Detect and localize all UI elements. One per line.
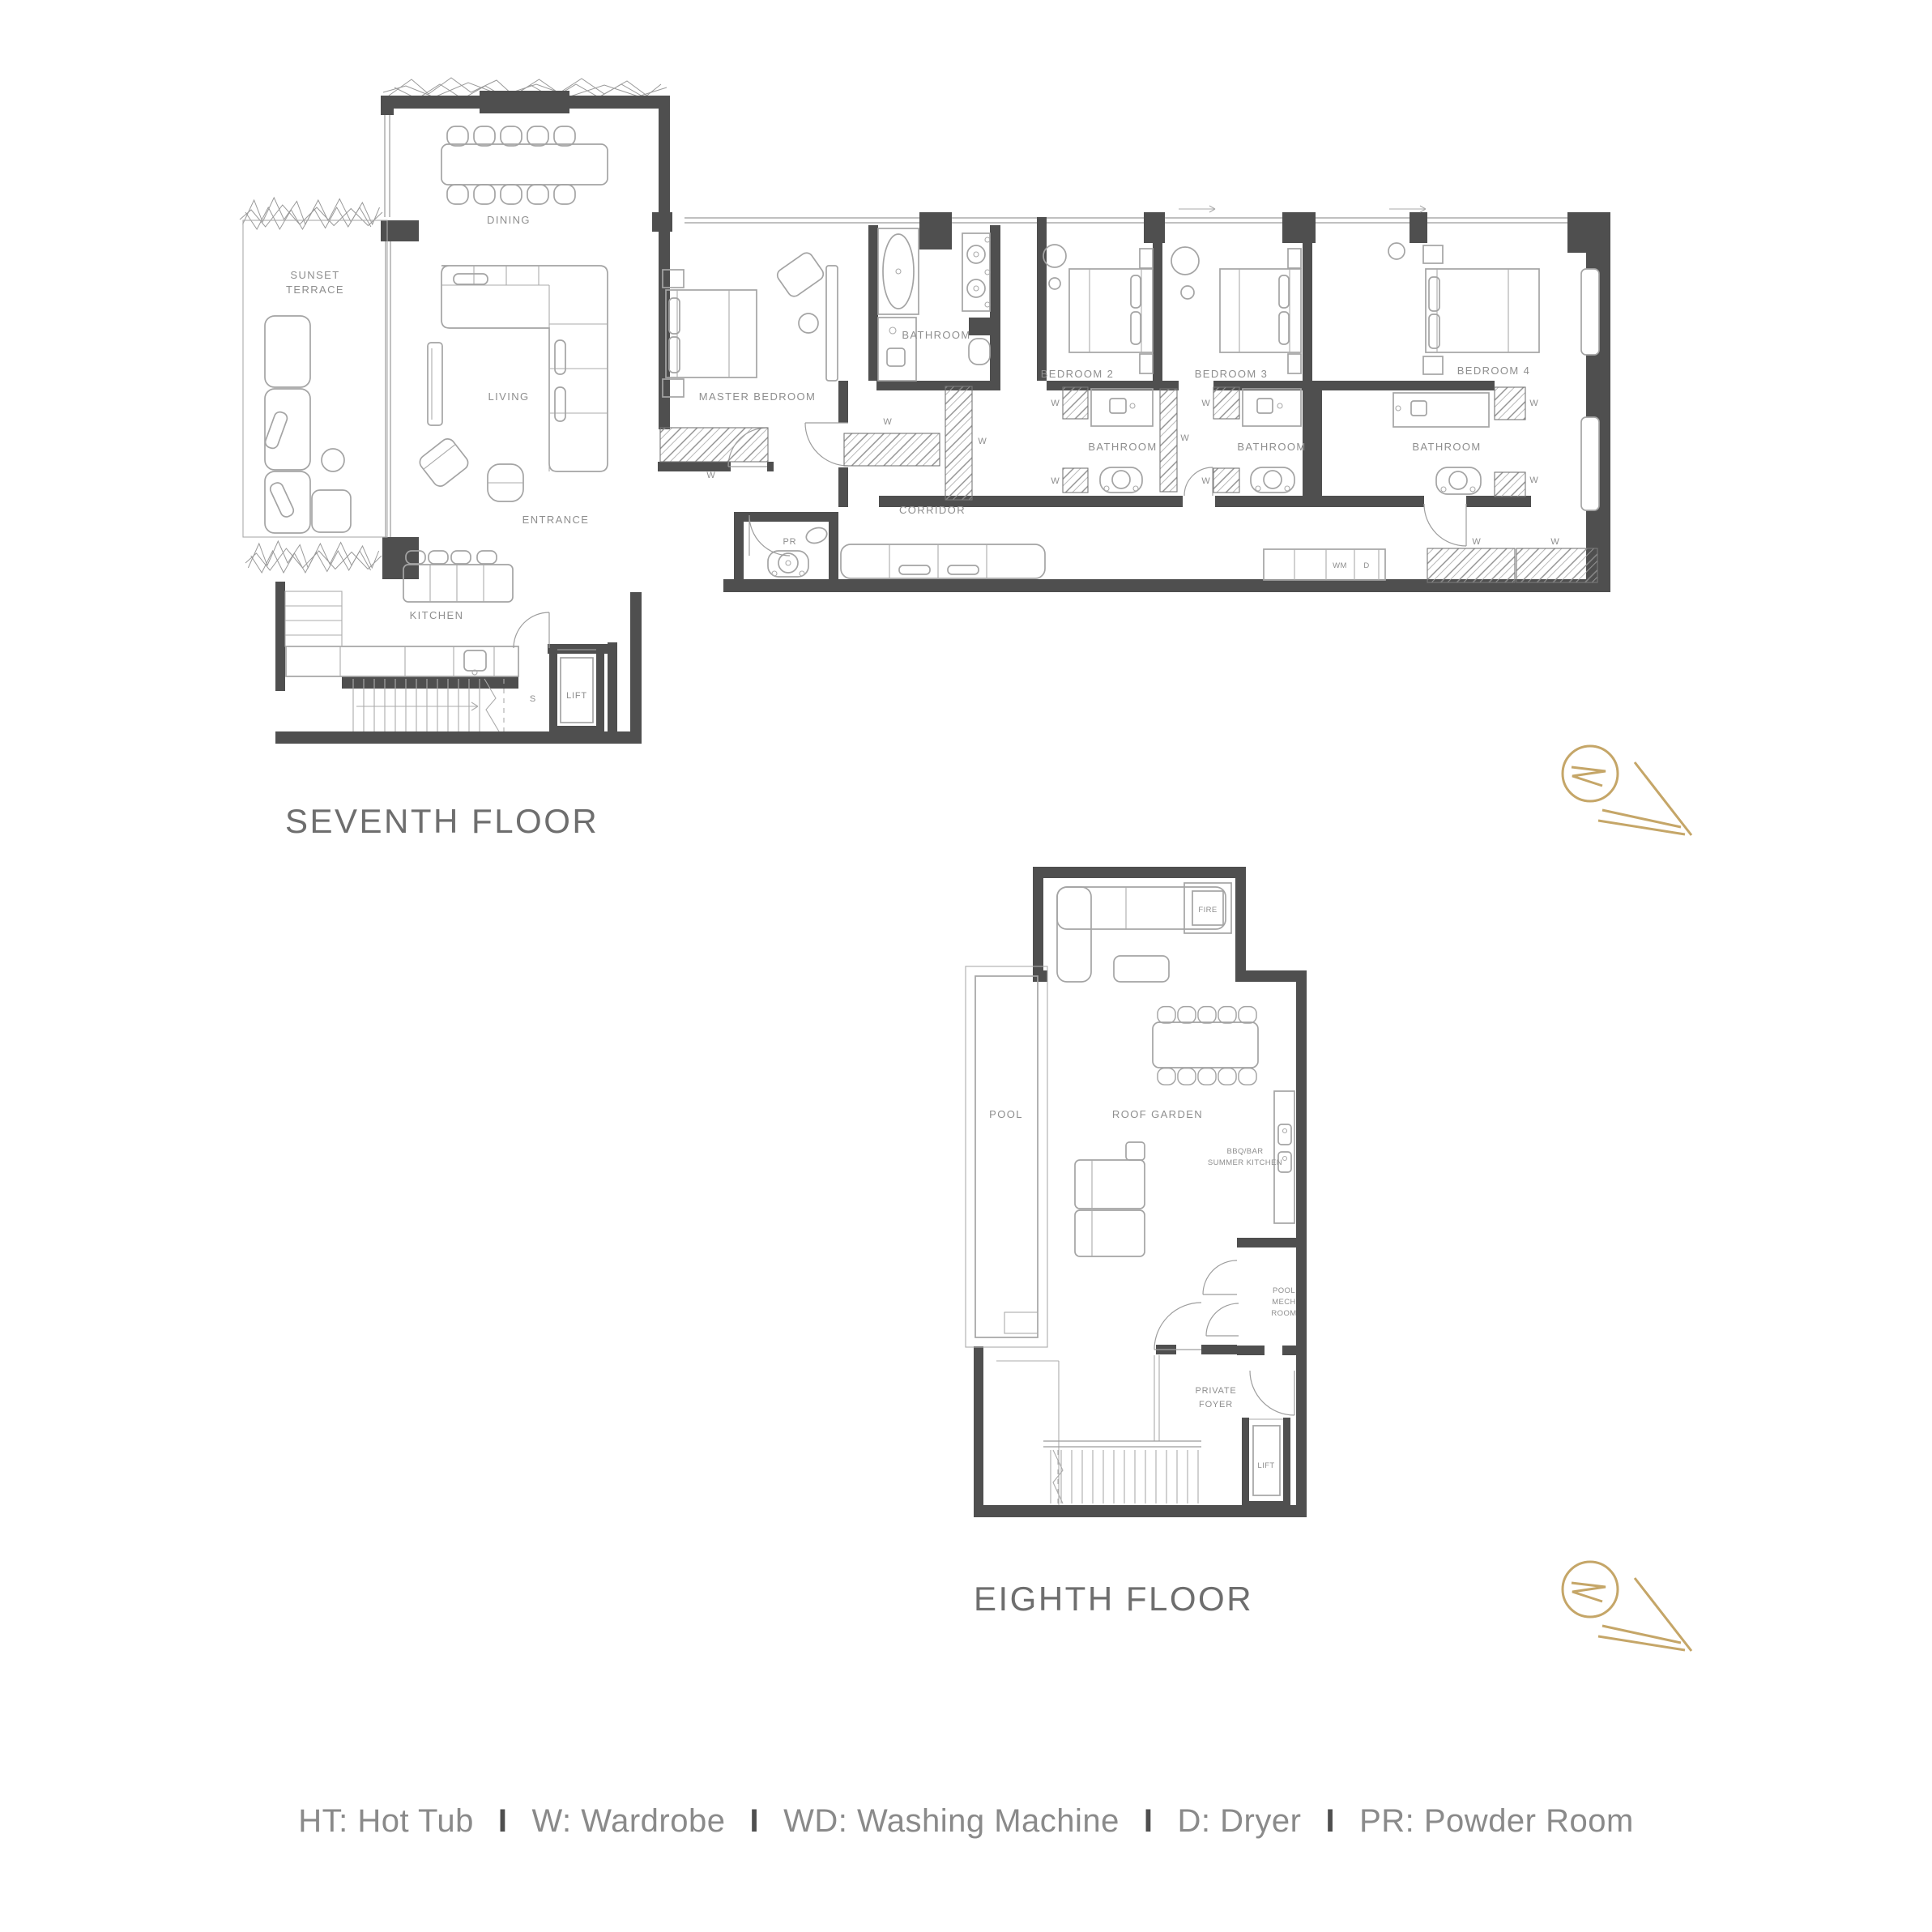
eighth-floor-plan (966, 867, 1307, 1618)
room-label-bed4: BEDROOM 4 (1456, 365, 1531, 377)
mech-label-2: MECH (1272, 1298, 1296, 1307)
lift8 (1242, 1418, 1290, 1509)
room-label-bath3: BATHROOM (1237, 441, 1307, 453)
bench (775, 250, 826, 299)
legend (0, 1803, 1932, 1840)
vent-arrow-icon (1179, 206, 1215, 212)
room-label-dining: DINING (487, 214, 531, 226)
room-bedroom3 (1171, 247, 1301, 380)
mech-label-3: ROOM (1271, 1309, 1297, 1318)
nightstand (1423, 356, 1443, 374)
fire-lounge (1057, 883, 1231, 982)
sink (464, 650, 486, 671)
legend-item-pr: PR: Powder Room (1359, 1803, 1634, 1839)
bathtub (878, 228, 919, 314)
foyer-label-2: FOYER (1199, 1400, 1233, 1410)
room-label-sunset-terrace-1: SUNSET (290, 269, 340, 281)
bbq-label-1: BBQ/BAR (1226, 1147, 1264, 1156)
room-label-pool: POOL (989, 1108, 1023, 1120)
outdoor-table (1153, 1022, 1258, 1068)
room-label-entrance: ENTRANCE (522, 514, 590, 526)
dryer-label: D (1363, 561, 1370, 570)
lift-car (561, 658, 593, 723)
armchair (417, 436, 471, 488)
nightstand (1140, 354, 1153, 373)
wardrobe-label: W (978, 437, 987, 446)
lift (549, 648, 604, 734)
vent-arrow-icon (1389, 206, 1426, 212)
shower (878, 318, 916, 381)
pool-mech-room (1203, 1260, 1297, 1336)
legend-separator: I (1143, 1803, 1154, 1839)
room-dining (441, 126, 608, 226)
room-sunset-terrace (243, 220, 387, 537)
roof-garden (1075, 1007, 1258, 1256)
room-label-master: MASTER BEDROOM (698, 390, 817, 403)
room-label-pr: PR (783, 537, 797, 547)
nightstand (1140, 249, 1153, 268)
lift-car (1253, 1426, 1280, 1495)
ottoman (1114, 956, 1169, 982)
room-label-roof-garden: ROOF GARDEN (1111, 1108, 1204, 1120)
pouf (799, 313, 818, 333)
room-powder (768, 525, 829, 577)
room-bedroom2 (1041, 245, 1153, 380)
wardrobe-label: W (1550, 537, 1560, 547)
side-table (1126, 1142, 1145, 1160)
private-foyer (1154, 1303, 1297, 1441)
legend-item-ht: HT: Hot Tub (298, 1803, 474, 1839)
room-master-bedroom (660, 250, 838, 480)
room-label-corridor: CORRIDOR (899, 504, 966, 516)
room-living (417, 266, 608, 501)
wardrobe-label: W (1529, 399, 1539, 408)
wardrobe (660, 428, 768, 462)
legend-item-d: D: Dryer (1177, 1803, 1302, 1839)
sun-lounger (1075, 1160, 1145, 1209)
room-label-lift8: LIFT (1257, 1461, 1275, 1470)
wardrobe-label: W (1201, 476, 1211, 486)
nightstand (1423, 245, 1443, 263)
kitchen-island (403, 565, 513, 602)
legend-item-wd: WD: Washing Machine (783, 1803, 1120, 1839)
room-bedroom4 (1388, 243, 1539, 377)
room-label-bath-master: BATHROOM (902, 329, 971, 341)
legend-separator: I (497, 1803, 508, 1839)
toilet (969, 339, 990, 365)
seventh-floor-plan (240, 78, 1610, 840)
room-bathroom3 (1201, 387, 1306, 493)
room-label-bath2: BATHROOM (1088, 441, 1158, 453)
vanity (1393, 393, 1489, 427)
room-label-living: LIVING (488, 390, 530, 403)
fire-label: FIRE (1198, 906, 1218, 915)
room-label-sunset-terrace-2: TERRACE (286, 284, 344, 296)
room-label-bed3: BEDROOM 3 (1194, 368, 1269, 380)
foyer-label-1: PRIVATE (1195, 1386, 1237, 1396)
corridor (841, 504, 1045, 578)
floor7-title: SEVENTH FLOOR (285, 802, 599, 840)
wardrobe-label: W (1472, 537, 1482, 547)
wardrobe-label: W (1529, 476, 1539, 485)
vanity (1091, 389, 1153, 426)
room-label-bath4: BATHROOM (1412, 441, 1482, 453)
room-master-bathroom (878, 228, 990, 381)
sun-lounger (1075, 1210, 1145, 1256)
compass-north-icon (1563, 746, 1691, 835)
tv-unit (826, 266, 838, 381)
mech-label-1: POOL (1273, 1286, 1295, 1295)
wardrobe-label: W (883, 417, 893, 427)
corridor-sofa (841, 544, 1045, 578)
chair (1043, 245, 1066, 267)
floor8-title: EIGHTH FLOOR (974, 1580, 1254, 1618)
stairs8 (1043, 1441, 1201, 1503)
room-bathroom4 (1393, 387, 1539, 497)
room-label-lift: LIFT (566, 691, 587, 701)
wardrobe-label: W (1051, 399, 1060, 408)
legend-item-w: W: Wardrobe (531, 1803, 726, 1839)
vanity (1243, 389, 1301, 426)
walls8 (974, 867, 1307, 1517)
laundry-closet (1264, 549, 1385, 580)
bbq-summer-kitchen (1208, 1091, 1294, 1223)
nightstand (1288, 354, 1301, 373)
legend-separator: I (749, 1803, 760, 1839)
wardrobe-label: W (1201, 399, 1211, 408)
dining-table (441, 144, 608, 185)
pantry (285, 591, 342, 646)
door-arcs (514, 423, 1466, 648)
chair (1388, 243, 1405, 259)
walk-in-wardrobe (844, 386, 987, 500)
wardrobe-label: W (1180, 433, 1190, 443)
room-label-kitchen: KITCHEN (409, 609, 464, 621)
washing-machine-label: WM (1333, 561, 1347, 570)
room-bathroom2 (1051, 387, 1189, 493)
planter-terrace-top (240, 198, 382, 229)
basin (804, 525, 829, 545)
nightstand (1288, 249, 1301, 268)
legend-separator: I (1325, 1803, 1336, 1839)
compass-north-icon (1563, 1562, 1691, 1651)
planter-terrace-bottom (245, 541, 382, 573)
bbq-label-2: SUMMER KITCHEN (1207, 1158, 1283, 1167)
chair (1171, 247, 1199, 275)
tv-console (428, 343, 442, 425)
wardrobe-label: W (1051, 476, 1060, 486)
wardrobe-label: W (706, 471, 716, 480)
sofa (1057, 887, 1091, 982)
bed (1426, 269, 1539, 352)
room-label-bed2: BEDROOM 2 (1040, 368, 1115, 380)
room-label-s: S (529, 694, 537, 704)
